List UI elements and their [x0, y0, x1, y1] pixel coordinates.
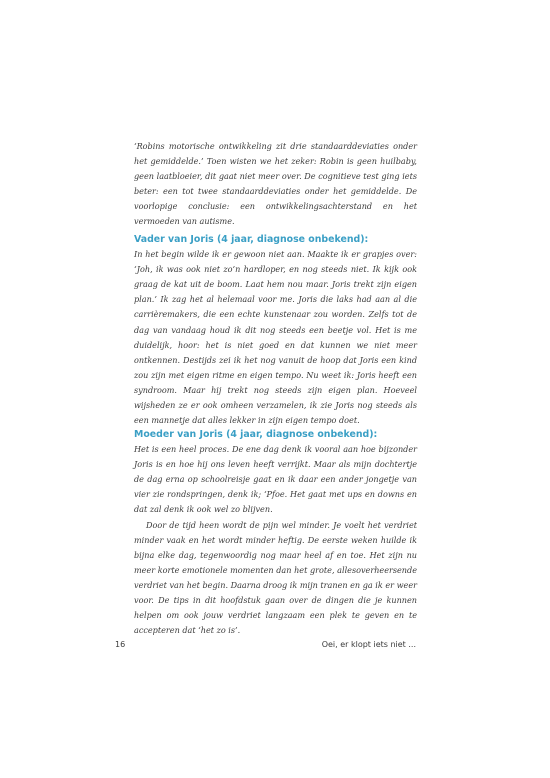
father-paragraph: In het begin wilde ik er gewoon niet aan. Maakte ik er grapjes over: ‘Joh, ik was ook niet zo’n hardloper, en nog steeds niet. Ik kijk ook graag de kat uit de boom. Laat hem nou maar. Joris trekt zijn eigen plan.’ Ik zag het al helemaal voor me. Joris die laks had aan al die carrièremakers, die een echte kunstenaar zou worden. Zelfs tot de dag van vandaag houd ik dit nog steeds een beetje vol. Het is me duidelijk, hoor: het is niet goed en dat kunnen we niet meer ontkennen. Destijds zei ik het nog vanuit de hoop dat Joris een kind zou zijn met eigen ritme en eigen tempo. Nu weet ik: Joris heeft een syndroom. Maar hij trekt nog steeds zijn eigen plan. Hoeveel wijsheden ze er ook omheen verzamelen, ik zie Joris nog steeds als een mannetje dat alles lekker in zijn eigen tempo doet.	[134, 249, 417, 426]
father-testimony	[134, 232, 417, 428]
quote-paragraph-block	[134, 139, 417, 230]
mother-testimony	[134, 427, 417, 638]
mother-paragraph-1: Het is een heel proces. De ene dag denk ik vooral aan hoe bijzonder Joris is en hoe hij ons leven heeft verrijkt. Maar als mijn dochtertje de dag erna op schoolreisje gaat en ik daar een ander jongetje van vier zie rondspringen, denk ik; ‘Pfoe. Het gaat met ups en downs en dat zal denk ik ook wel zo blijven.	[134, 444, 417, 515]
running-title: Oei, er klopt iets niet ...	[321, 640, 416, 649]
mother-heading: Moeder van Joris (4 jaar, diagnose onbekend):	[134, 429, 378, 440]
mother-paragraph-2: Door de tijd heen wordt de pijn wel minder. Je voelt het verdriet minder vaak en het wordt minder heftig. De eerste weken huilde ik bijna elke dag, tegenwoordig nog maar heel af en toe. Het zijn nu meer korte emotionele momenten dan het grote, allesoverheersende verdriet van het begin. Daarna droog ik mijn tranen en ga ik er weer voor. De tips in dit hoofdstuk gaan over de dingen die je kunnen helpen om ook jouw verdriet langzaam een plek te geven en te accepteren dat ‘het zo is’.	[134, 519, 417, 636]
quote-paragraph: ‘Robins motorische ontwikkeling zit drie standaarddeviaties onder het gemiddelde.’ Toen wisten we het zeker: Robin is geen huilbaby, geen laatbloeier, dit gaat niet meer over. De cognitieve test ging iets beter: een tot twee standaarddeviaties onder het gemiddelde. De voorlopige conclusie: een ontwikkelingsachterstand en het vermoeden van autisme.	[134, 141, 417, 227]
page-number: 16	[115, 640, 126, 649]
father-heading: Vader van Joris (4 jaar, diagnose onbekend):	[134, 234, 369, 245]
